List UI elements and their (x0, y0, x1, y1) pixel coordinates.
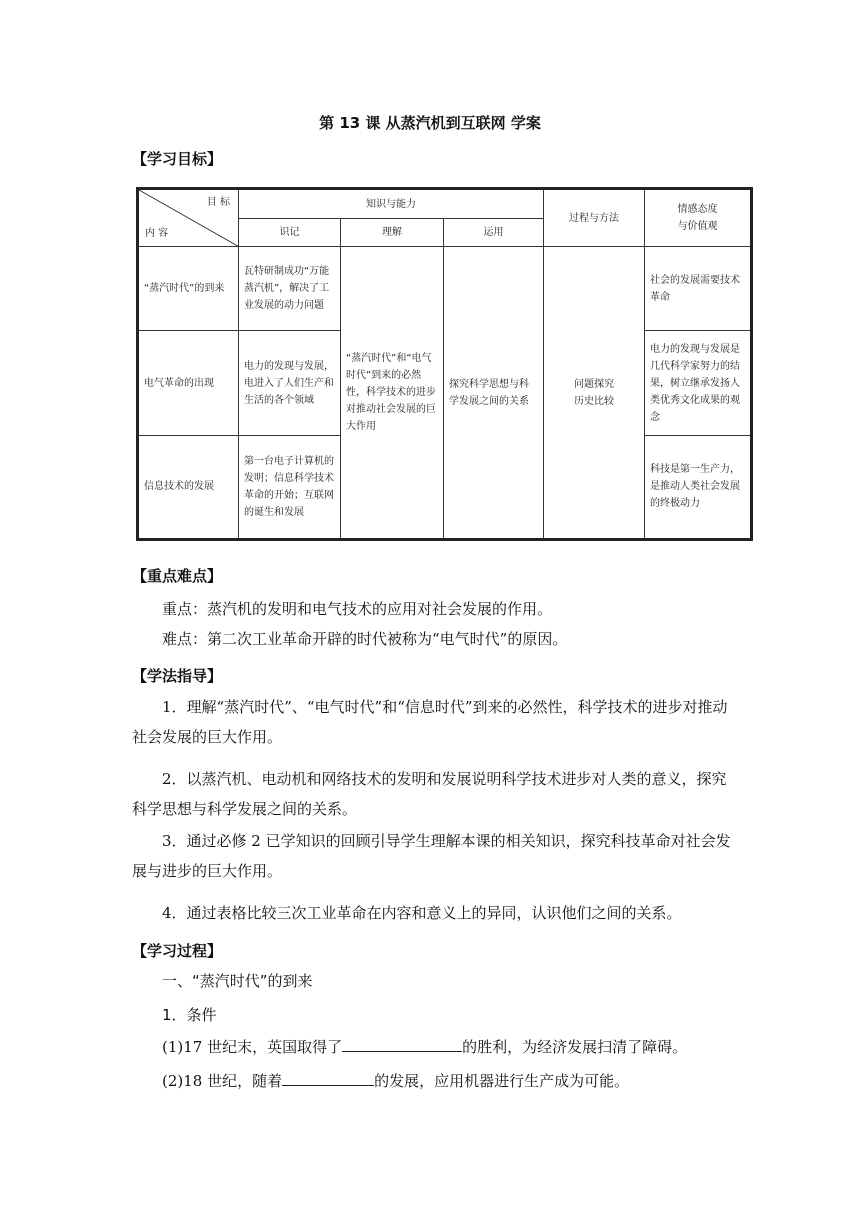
header-content: 内 容 (145, 228, 169, 240)
diagonal-header-cell (138, 189, 239, 247)
question-1-after: 的胜利，为经济发展扫清了障碍。 (462, 1038, 688, 1056)
cell-steam-memory: 瓦特研制成功“万能蒸汽机”，解决了工业发展的动力问题 (239, 247, 341, 331)
row-label-info: 信息技术的发展 (138, 435, 239, 539)
header-knowledge: 知识与能力 (239, 189, 544, 219)
question-2-before: (2)18 世纪，随着 (162, 1072, 283, 1090)
header-process-method: 过程与方法 (544, 189, 645, 247)
cell-apply: 探究科学思想与科学发展之间的关系 (444, 247, 544, 540)
key-difficulty: 难点：第二次工业革命开辟的时代被称为“电气时代”的原因。 (162, 630, 568, 648)
question-1-before: (1)17 世纪末，英国取得了 (162, 1038, 343, 1056)
row-label-electric: 电气革命的出现 (138, 331, 239, 435)
process-heading: 一、“蒸汽时代”的到来 (162, 972, 313, 990)
header-goal: 目 标 (206, 197, 230, 208)
header-understand: 理解 (341, 219, 444, 247)
method-item-4: 4．通过表格比较三次工业革命在内容和意义上的异同，认识他们之间的关系。 (162, 904, 682, 922)
question-2-after: 的发展，应用机器进行生产成为可能。 (374, 1072, 630, 1090)
cell-electric-memory: 电力的发现与发展，电进入了人们生产和生活的各个领域 (239, 331, 341, 435)
cell-steam-emotion: 社会的发展需要技术革命 (645, 247, 752, 331)
header-emotion: 情感态度 与价值观 (645, 189, 752, 247)
section-process: 【学习过程】 (132, 942, 223, 960)
section-objectives: 【学习目标】 (132, 150, 223, 168)
cell-process: 问题探究 历史比较 (544, 247, 645, 540)
process-sub-condition: 1．条件 (162, 1006, 217, 1024)
cell-electric-emotion: 电力的发现与发展是几代科学家努力的结果，树立继承发扬人类优秀文化成果的观念 (645, 331, 752, 435)
page-title: 第 13 课 从蒸汽机到互联网 学案 (319, 114, 541, 132)
header-memory: 识记 (239, 219, 341, 247)
objectives-table (136, 187, 753, 541)
key-focus: 重点：蒸汽机的发明和电气技术的应用对社会发展的作用。 (162, 600, 553, 618)
cell-info-memory: 第一台电子计算机的发明；信息科学技术革命的开始；互联网的诞生和发展 (239, 435, 341, 539)
question-1 (132, 1032, 732, 1062)
cell-understand: “蒸汽时代”和“电气时代”到来的必然性，科学技术的进步对推动社会发展的巨大作用 (341, 247, 444, 540)
method-item-3: 3．通过必修 2 已学知识的回顾引导学生理解本课的相关知识，探究科技革命对社会发展与进步的巨大作用。 (132, 832, 731, 880)
method-item-1: 1．理解“蒸汽时代”、“电气时代”和“信息时代”到来的必然性，科学技术的进步对推动社会发展的巨大作用。 (132, 698, 728, 746)
section-method: 【学法指导】 (132, 667, 223, 685)
question-2 (132, 1066, 732, 1096)
method-item-2: 2．以蒸汽机、电动机和网络技术的发明和发展说明科学技术进步对人类的意义，探究科学思想与科学发展之间的关系。 (132, 770, 727, 818)
section-key-points: 【重点难点】 (132, 567, 223, 585)
question-1-blank[interactable] (342, 1037, 462, 1052)
question-2-blank[interactable] (282, 1071, 374, 1086)
cell-info-emotion: 科技是第一生产力，是推动人类社会发展的终极动力 (645, 435, 752, 539)
header-apply: 运用 (444, 219, 544, 247)
row-label-steam: “蒸汽时代”的到来 (138, 247, 239, 331)
